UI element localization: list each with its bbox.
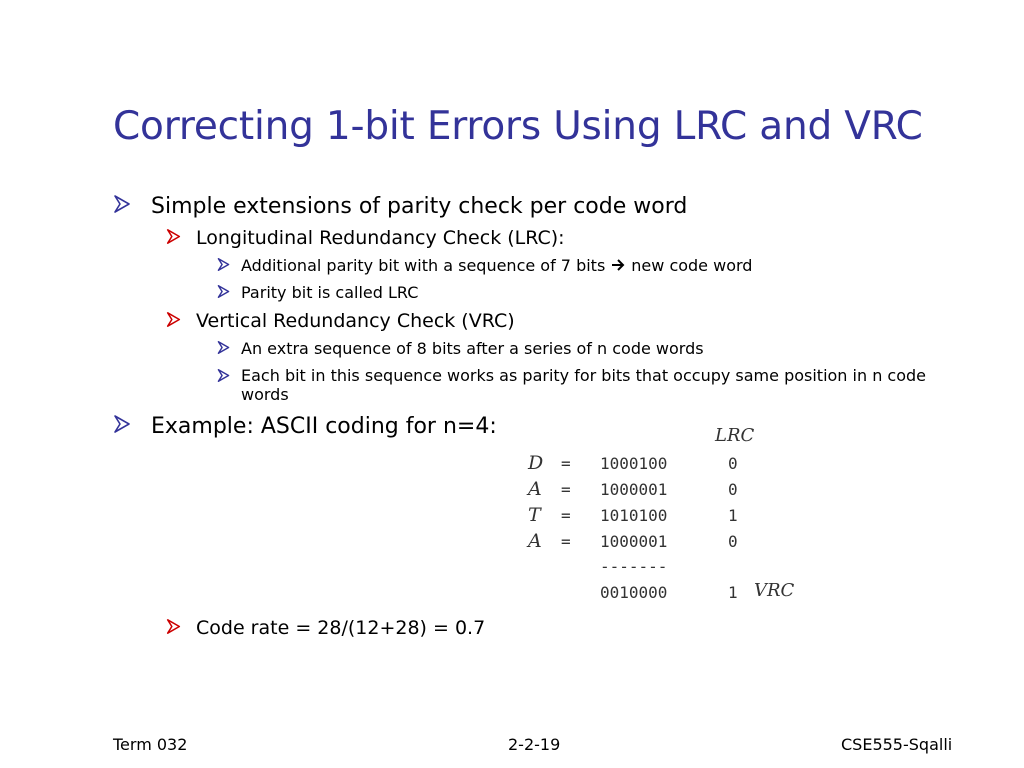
table-row-letter: D bbox=[528, 452, 544, 474]
table-row-bits: 1000100 bbox=[600, 454, 668, 473]
table-row-bits: 1010100 bbox=[600, 506, 668, 525]
table-row-bits: 1000001 bbox=[600, 480, 668, 499]
slide-title: Correcting 1-bit Errors Using LRC and VRC bbox=[113, 104, 923, 149]
bullet-code-rate bbox=[166, 617, 485, 639]
bullet-text: Vertical Redundancy Check (VRC) bbox=[196, 310, 515, 332]
vrc-row-lrc: 1 bbox=[728, 583, 738, 602]
arrowhead-bullet-icon bbox=[113, 195, 151, 213]
arrowhead-bullet-icon bbox=[166, 312, 196, 327]
table-row-lrc: 1 bbox=[728, 506, 738, 525]
arrowhead-bullet-icon bbox=[217, 258, 241, 271]
footer-date: 2-2-19 bbox=[508, 735, 561, 754]
table-row-lrc: 0 bbox=[728, 532, 738, 551]
bullet-text: Additional parity bit with a sequence of 7 bits bbox=[241, 256, 606, 275]
bullet-text: Longitudinal Redundancy Check (LRC): bbox=[196, 227, 565, 249]
footer-term: Term 032 bbox=[113, 735, 188, 754]
table-row-equals: = bbox=[561, 532, 571, 551]
bullet-extra-sequence bbox=[217, 339, 704, 358]
table-row-bits: 1000001 bbox=[600, 532, 668, 551]
table-separator: ------- bbox=[600, 557, 668, 576]
arrowhead-bullet-icon bbox=[166, 229, 196, 244]
arrowhead-bullet-icon bbox=[166, 619, 196, 634]
arrowhead-bullet-icon bbox=[113, 415, 151, 433]
bullet-text: Code rate = 28/(12+28) = 0.7 bbox=[196, 617, 486, 639]
vrc-label: VRC bbox=[754, 580, 795, 601]
vrc-row-bits: 0010000 bbox=[600, 583, 668, 602]
bullet-text: Each bit in this sequence works as parity for bits that occupy same position in n code words bbox=[241, 366, 927, 404]
bullet-vrc bbox=[166, 310, 515, 332]
table-row-equals: = bbox=[561, 506, 571, 525]
footer-author: CSE555-Sqalli bbox=[841, 735, 953, 754]
bullet-additional-parity bbox=[217, 256, 752, 275]
right-arrow-icon bbox=[611, 256, 625, 275]
table-row-equals: = bbox=[561, 454, 571, 473]
table-row-letter: A bbox=[528, 530, 542, 552]
bullet-each-bit bbox=[217, 366, 961, 404]
bullet-lrc bbox=[166, 227, 565, 249]
lrc-vrc-table bbox=[528, 425, 808, 605]
bullet-text: new code word bbox=[631, 256, 753, 275]
table-row-lrc: 0 bbox=[728, 454, 738, 473]
bullet-simple-extensions bbox=[113, 194, 687, 219]
table-row-letter: A bbox=[528, 478, 542, 500]
bullet-text: An extra sequence of 8 bits after a series of n code words bbox=[241, 339, 704, 358]
arrowhead-bullet-icon bbox=[217, 341, 241, 354]
bullet-parity-called-lrc bbox=[217, 283, 418, 302]
table-row-letter: T bbox=[528, 504, 541, 526]
table-row-lrc: 0 bbox=[728, 480, 738, 499]
bullet-text: Example: ASCII coding for n=4: bbox=[151, 414, 497, 439]
lrc-label: LRC bbox=[715, 425, 755, 446]
bullet-text: Simple extensions of parity check per code word bbox=[151, 194, 688, 219]
arrowhead-bullet-icon bbox=[217, 285, 241, 298]
arrowhead-bullet-icon bbox=[217, 366, 241, 382]
bullet-example bbox=[113, 414, 497, 439]
table-row-equals: = bbox=[561, 480, 571, 499]
bullet-text: Parity bit is called LRC bbox=[241, 283, 419, 302]
